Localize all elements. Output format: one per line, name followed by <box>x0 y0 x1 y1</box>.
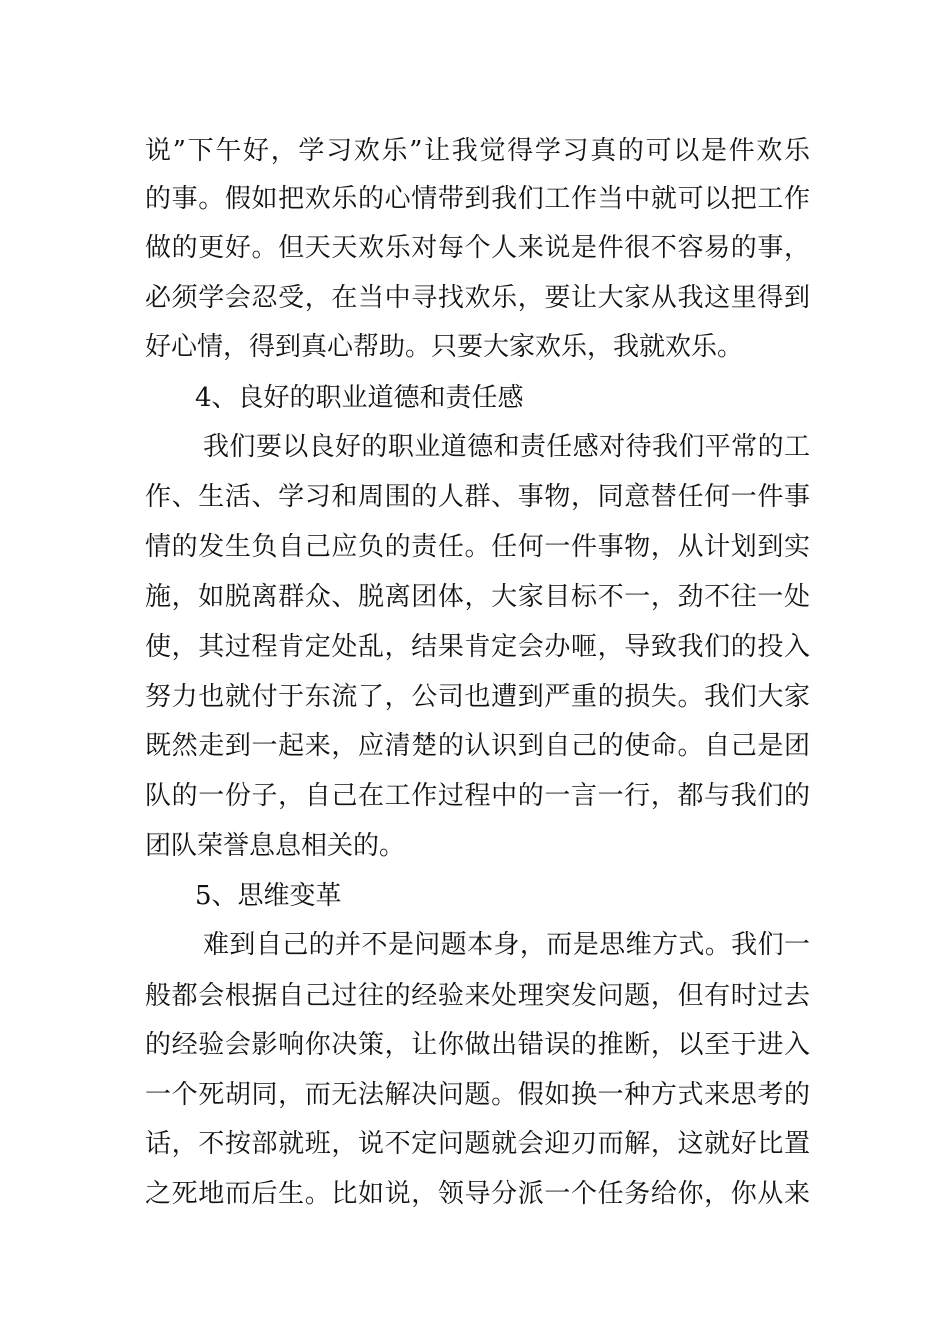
text-line: 团队荣誉息息相关的。 <box>145 831 406 861</box>
text-line: 队的一份子，自己在工作过程中的一言一行，都与我们的 <box>145 781 810 811</box>
text-line: 般都会根据自己过往的经验来处理突发问题，但有时过去 <box>145 981 810 1011</box>
text-line: 之死地而后生。比如说，领导分派一个任务给你，你从来 <box>145 1179 810 1209</box>
text-line: 必须学会忍受，在当中寻找欢乐，要让大家从我这里得到 <box>145 283 810 313</box>
text-line: 做的更好。但天天欢乐对每个人来说是件很不容易的事， <box>145 233 810 263</box>
text-line: 施，如脱离群众、脱离团体，大家目标不一，劲不往一处 <box>145 582 810 612</box>
text-line: 努力也就付于东流了，公司也遭到严重的损失。我们大家 <box>145 682 810 712</box>
text-line: 我们要以良好的职业道德和责任感对待我们平常的工 <box>203 432 810 462</box>
text-line: 话，不按部就班，说不定问题就会迎刃而解，这就好比置 <box>145 1129 810 1159</box>
text-line: 作、生活、学习和周围的人群、事物，同意替任何一件事 <box>145 482 810 512</box>
text-line: 使，其过程肯定处乱，结果肯定会办咂，导致我们的投入 <box>145 632 810 662</box>
text-line: 的事。假如把欢乐的心情带到我们工作当中就可以把工作 <box>145 184 810 214</box>
section-heading: 5、思维变革 <box>195 881 342 911</box>
section-heading: 4、良好的职业道德和责任感 <box>195 383 524 413</box>
text-line: 说”下午好，学习欢乐”让我觉得学习真的可以是件欢乐 <box>145 136 810 166</box>
text-line: 一个死胡同，而无法解决问题。假如换一种方式来思考的 <box>145 1080 810 1110</box>
text-line: 情的发生负自己应负的责任。任何一件事物，从计划到实 <box>145 532 810 562</box>
text-line: 既然走到一起来，应清楚的认识到自己的使命。自己是团 <box>145 731 810 761</box>
text-line: 好心情，得到真心帮助。只要大家欢乐，我就欢乐。 <box>145 332 744 362</box>
text-line: 难到自己的并不是问题本身，而是思维方式。我们一 <box>203 930 810 960</box>
text-line: 的经验会影响你决策，让你做出错误的推断，以至于进入 <box>145 1030 810 1060</box>
